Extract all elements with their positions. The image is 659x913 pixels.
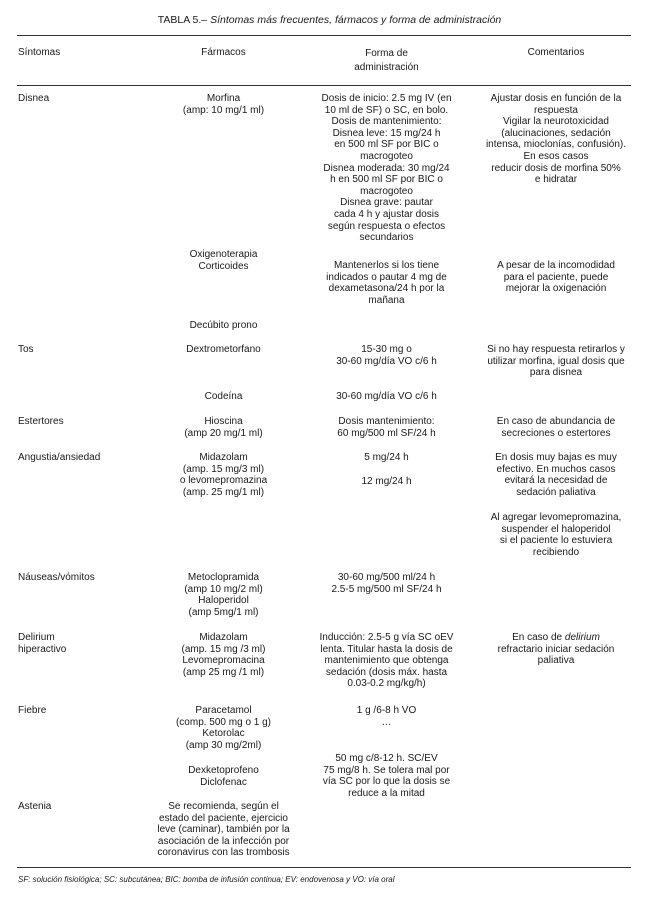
drug-codeina: Codeína <box>204 391 243 402</box>
header-symptoms: Síntomas <box>18 47 61 58</box>
drug-paracetamol: Paracetamol (comp. 500 mg o 1 g) Ketorolac (amp 30 mg/2ml) <box>175 705 272 751</box>
header-rule <box>17 85 631 86</box>
table-footnote: SF: solución fisiológica; SC: subcutánea; BIC: bomba de infusión continua; EV: endovenosa y VO: vía oral <box>18 875 395 884</box>
drug-morfina: Morfina (amp: 10 mg/1 ml) <box>182 93 265 116</box>
comment-angustia-2: Al agregar levomepromazina, suspender el haloperidol si el paciente lo estuviera recibiendo <box>490 512 622 558</box>
drug-hioscina: Hioscina (amp 20 mg/1 ml) <box>184 416 263 439</box>
bottom-rule <box>17 867 631 868</box>
symptom-estertores: Estertores <box>18 416 64 427</box>
symptom-angustia: Angustia/ansiedad <box>18 452 101 463</box>
drug-astenia: Se recomienda, según el estado del paciente, ejercicio leve (caminar), también por la asociación de la infección por coronavirus con las trombosis <box>157 801 290 859</box>
form-hioscina: Dosis mantenimiento: 60 mg/500 ml SF/24 h <box>337 416 436 439</box>
top-rule <box>17 35 631 36</box>
symptom-fiebre: Fiebre <box>18 705 47 716</box>
drug-delirium: Midazolam (amp. 15 mg /3 ml) Levomepromacina (amp 25 mg /1 ml) <box>181 632 266 678</box>
drug-metoclopramida: Metoclopramida (amp 10 mg/2 ml) Haloperidol (amp 5mg/1 ml) <box>184 572 263 618</box>
form-dextrometorfano: 15-30 mg o 30-60 mg/día VO c/6 h <box>336 344 437 367</box>
drug-dexketoprofeno: Dexketoprofeno Diclofenac <box>188 765 259 788</box>
symptom-nauseas: Náuseas/vómitos <box>18 572 95 583</box>
caption-title: Síntomas más frecuentes, fármacos y forma de administración <box>210 14 502 26</box>
form-levomepromazina: 12 mg/24 h <box>361 476 412 487</box>
comment-tos: Si no hay respuesta retirarlos y utilizar morfina, igual dosis que para disnea <box>487 344 625 379</box>
comment-corticoides: A pesar de la incomodidad para el paciente, puede mejorar la oxigenación <box>497 260 615 295</box>
comment-delirium-pre: En caso de <box>512 632 565 643</box>
table-caption <box>0 14 659 26</box>
caption-label: TABLA 5.– <box>157 14 208 26</box>
comment-morfina: Ajustar dosis en función de la respuesta Vigilar la neurotoxicidad (alucinaciones, sedación intensa, mioclonías, confusión). En esos casos reducir dosis de morfina 50% e hidratar <box>485 93 627 186</box>
symptom-delirium: Delirium hiperactivo <box>18 632 67 655</box>
drug-dextrometorfano: Dextrometorfano <box>186 344 261 355</box>
comment-delirium-post: refractario iniciar sedación paliativa <box>497 643 615 667</box>
comment-estertores: En caso de abundancia de secreciones o estertores <box>496 416 616 439</box>
form-delirium: Inducción: 2.5-5 g vía SC oEV lenta. Titular hasta la dosis de mantenimiento que obtenga sedación (dosis máx. hasta 0.03-0.2 mg/kg/h) <box>319 632 454 690</box>
form-codeina: 30-60 mg/día VO c/6 h <box>336 391 437 402</box>
form-midazolam: 5 mg/24 h <box>364 452 409 463</box>
comment-delirium <box>476 632 636 667</box>
drug-oxigenoterapia: Oxigenoterapia Corticoides <box>189 249 258 272</box>
form-corticoides: Mantenerlos si los tiene indicados o pautar 4 mg de dexametasona/24 h por la mañana <box>326 260 447 306</box>
form-dexketoprofeno: 50 mg c/8-12 h. SC/EV 75 mg/8 h. Se tolera mal por vía SC por lo que la dosis se reduce a la mitad <box>322 753 451 799</box>
comment-delirium-italic: delirium <box>564 632 600 643</box>
symptom-tos: Tos <box>18 344 34 355</box>
comment-angustia-1: En dosis muy bajas es muy efectivo. En muchos casos evitará la necesidad de sedación paliativa <box>495 452 617 498</box>
form-paracetamol: 1 g /6-8 h VO … <box>356 705 417 728</box>
header-form: Forma de administración <box>354 48 419 73</box>
drug-decubito: Decúbito prono <box>189 320 258 331</box>
symptom-disnea: Disnea <box>18 93 50 104</box>
header-comments: Comentarios <box>527 47 585 58</box>
symptom-astenia: Astenia <box>18 801 52 812</box>
header-drugs: Fármacos <box>201 47 246 58</box>
form-nauseas: 30-60 mg/500 ml/24 h 2.5-5 mg/500 ml SF/24 h <box>331 572 442 595</box>
drug-midazolam: Midazolam (amp. 15 mg/3 ml) o levomepromazina (amp. 25 mg/1 ml) <box>179 452 268 498</box>
form-morfina: Dosis de inicio: 2.5 mg IV (en 10 ml de SF) o SC, en bolo. Dosis de mantenimiento: Disnea leve: 15 mg/24 h en 500 ml SF por BIC o macrogoteo Disnea moderada: 30 mg/24 h en 500 ml SF por BIC o macrogoteo Disnea grave: pautar cada 4 h y ajustar dosis según respuesta o efectos secundarios <box>321 93 452 244</box>
